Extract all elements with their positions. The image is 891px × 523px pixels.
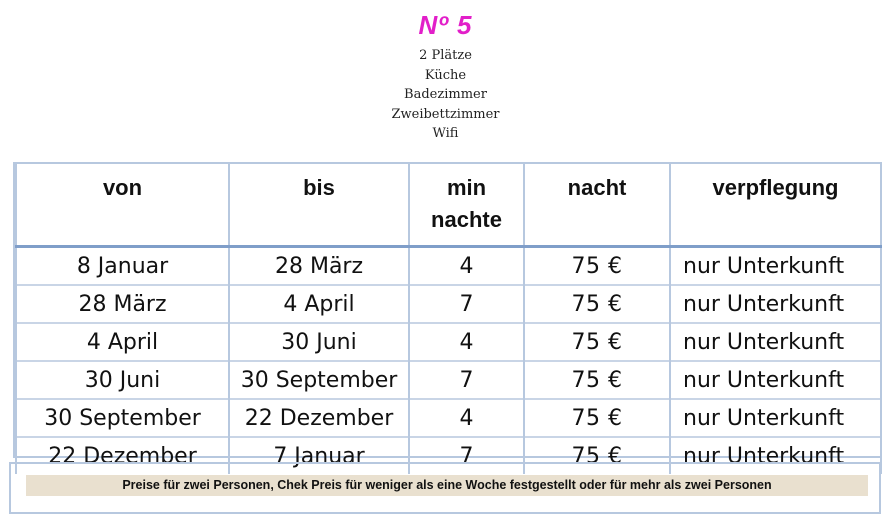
cell-price: 75 €: [524, 323, 670, 361]
header-min-line2: nachte: [431, 207, 502, 232]
cell-von: 22 Dezember: [16, 437, 229, 474]
cell-bis: 7 Januar: [229, 437, 409, 474]
price-note: Preise für zwei Personen, Chek Preis für weniger als eine Woche festgestellt oder für mehr als zwei Personen: [26, 475, 868, 496]
header-nacht: nacht: [524, 164, 670, 247]
cell-bis: 30 Juni: [229, 323, 409, 361]
cell-verpflegung: nur Unterkunft: [670, 437, 881, 474]
table-row: [16, 247, 881, 286]
header-min-line1: min: [446, 175, 487, 200]
cell-von: 30 Juni: [16, 361, 229, 399]
cell-bis: 30 September: [229, 361, 409, 399]
cell-bis: 4 April: [229, 285, 409, 323]
feature-bathroom: Badezimmer: [404, 87, 487, 102]
cell-min: 4: [409, 247, 524, 286]
cell-price: 75 €: [524, 247, 670, 286]
cell-price: 75 €: [524, 399, 670, 437]
cell-verpflegung: nur Unterkunft: [670, 399, 881, 437]
cell-min: 4: [409, 399, 524, 437]
room-header: [0, 10, 891, 144]
table-row: [16, 323, 881, 361]
cell-min: 7: [409, 361, 524, 399]
cell-von: 30 September: [16, 399, 229, 437]
cell-price: 75 €: [524, 285, 670, 323]
header-von: von: [16, 164, 229, 247]
cell-price: 75 €: [524, 361, 670, 399]
header-bis: bis: [229, 164, 409, 247]
feature-twin-room: Zweibettzimmer: [391, 106, 500, 122]
cell-min: 4: [409, 323, 524, 361]
cell-verpflegung: nur Unterkunft: [670, 361, 881, 399]
room-title: Nº 5: [418, 10, 473, 40]
cell-von: 4 April: [16, 323, 229, 361]
table-header-row: [16, 164, 881, 247]
cell-bis: 22 Dezember: [229, 399, 409, 437]
table-row: [16, 361, 881, 399]
cell-verpflegung: nur Unterkunft: [670, 247, 881, 286]
price-note-box: [9, 462, 881, 514]
header-min-nights: [409, 164, 524, 247]
table-row: [16, 285, 881, 323]
table-row: [16, 399, 881, 437]
cell-verpflegung: nur Unterkunft: [670, 323, 881, 361]
cell-von: 8 Januar: [16, 247, 229, 286]
feature-places: 2 Plätze: [419, 48, 472, 63]
cell-verpflegung: nur Unterkunft: [670, 285, 881, 323]
cell-min: 7: [409, 285, 524, 323]
header-verpflegung: verpflegung: [670, 164, 881, 247]
cell-price: 75 €: [524, 437, 670, 474]
cell-bis: 28 März: [229, 247, 409, 286]
feature-wifi: Wifi: [432, 126, 459, 141]
feature-list: [0, 46, 891, 144]
cell-von: 28 März: [16, 285, 229, 323]
price-table-grid: [15, 164, 882, 474]
feature-kitchen: Küche: [424, 67, 467, 83]
cell-min: 7: [409, 437, 524, 474]
price-table: [13, 162, 882, 469]
